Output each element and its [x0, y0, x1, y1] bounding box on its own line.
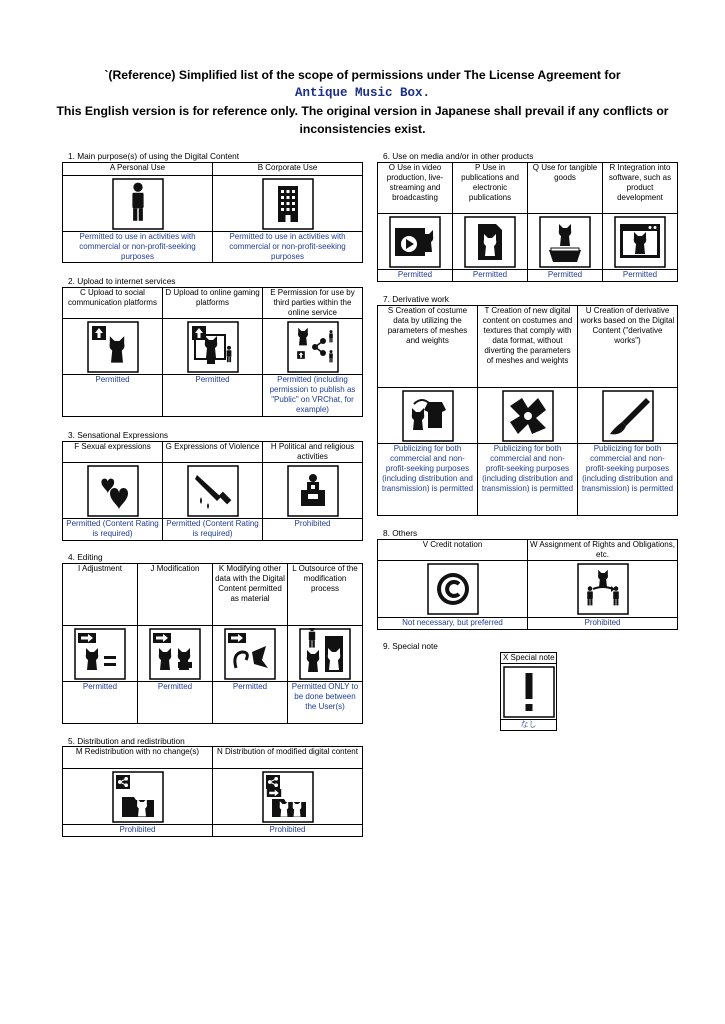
main-purpose-table [62, 162, 363, 263]
social-upload-icon [63, 319, 163, 375]
product-name: Antique Music Box. [294, 86, 431, 100]
costume-header: S Creation of costume data by utilizing the parameters of meshes and weights [378, 306, 478, 388]
third-party-permission: Permitted (including permission to publish as "Public" on VRChat, for example) [263, 375, 363, 417]
video-icon [378, 214, 453, 270]
header-line-3: This English version is for reference only. The original version in Japanese shall prevail if any conflicts or [56, 104, 669, 118]
adjustment-icon [63, 626, 138, 682]
distribution-table [62, 746, 363, 837]
credit-notation-permission: Not necessary, but preferred [378, 618, 528, 630]
violence-header: G Expressions of Violence [163, 442, 263, 463]
editing-table [62, 563, 363, 724]
section-2-title: 2. Upload to internet services [68, 276, 176, 286]
redistribution-permission: Prohibited [63, 825, 213, 837]
upload-table [62, 287, 363, 417]
hearts-icon [63, 463, 163, 519]
sexual-expressions-header: F Sexual expressions [63, 442, 163, 463]
building-icon [213, 176, 363, 232]
section-4-title: 4. Editing [68, 552, 103, 562]
header-line-1: `(Reference) Simplified list of the scope of permissions under The License Agreement for [104, 68, 621, 82]
tangible-goods-header: Q Use for tangible goods [528, 163, 603, 214]
distribution-modified-icon [213, 769, 363, 825]
header-line-4: inconsistencies exist. [299, 122, 426, 136]
special-note-value: なし [501, 720, 557, 731]
redistribution-header: M Redistribution with no change(s) [63, 747, 213, 769]
gaming-upload-header: D Upload to online gaming platforms [163, 288, 263, 319]
special-note-header: X Special note [501, 653, 557, 664]
exclamation-icon [501, 664, 557, 720]
section-1-title: 1. Main purpose(s) of using the Digital Content [68, 151, 240, 161]
personal-use-permission: Permitted to use in activities with commercial or non-profit-seeking purposes [63, 232, 213, 263]
costume-icon [378, 388, 478, 444]
political-religious-header: H Political and religious activities [263, 442, 363, 463]
modification-permission: Permitted [138, 682, 213, 724]
publication-header: P Use in publications and electronic publications [453, 163, 528, 214]
corporate-use-permission: Permitted to use in activities with commercial or non-profit-seeking purposes [213, 232, 363, 263]
modify-other-data-header: K Modifying other data with the Digital Content permitted as material [213, 564, 288, 626]
knife-icon [163, 463, 263, 519]
distribution-modified-header: N Distribution of modified digital content [213, 747, 363, 769]
costume-permission: Publicizing for both commercial and non-profit-seeking purposes (including distribution and transmission) is permitted [378, 444, 478, 516]
section-6-title: 6. Use on media and/or in other products [383, 151, 534, 161]
modification-icon [138, 626, 213, 682]
corporate-use-header: B Corporate Use [213, 163, 363, 176]
texture-header: T Creation of new digital content on costumes and textures that comply with data format, without diverting the parameters of meshes and weights [478, 306, 578, 388]
credit-notation-header: V Credit notation [378, 540, 528, 561]
derivative-header: U Creation of derivative works based on the Digital Content ("derivative works") [578, 306, 678, 388]
tangible-goods-icon [528, 214, 603, 270]
others-table [377, 539, 678, 630]
adjustment-permission: Permitted [63, 682, 138, 724]
section-9-title: 9. Special note [383, 641, 438, 651]
copyright-icon [378, 561, 528, 618]
video-permission: Permitted [378, 270, 453, 282]
third-party-share-icon [263, 319, 363, 375]
social-upload-header: C Upload to social communication platforms [63, 288, 163, 319]
section-7-title: 7. Derivative work [383, 294, 449, 304]
outsource-icon [288, 626, 363, 682]
section-3-title: 3. Sensational Expressions [68, 430, 169, 440]
tangible-goods-permission: Permitted [528, 270, 603, 282]
outsource-header: L Outsource of the modification process [288, 564, 363, 626]
sexual-expressions-permission: Permitted (Content Rating is required) [63, 519, 163, 541]
media-use-table [377, 162, 678, 282]
texture-icon [478, 388, 578, 444]
third-party-header: E Permission for use by third parties within the online service [263, 288, 363, 319]
political-religious-permission: Prohibited [263, 519, 363, 541]
distribution-modified-permission: Prohibited [213, 825, 363, 837]
sensational-table [62, 441, 363, 541]
violence-permission: Permitted (Content Rating is required) [163, 519, 263, 541]
personal-use-header: A Personal Use [63, 163, 213, 176]
person-icon [63, 176, 213, 232]
section-8-title: 8. Others [383, 528, 418, 538]
gaming-upload-permission: Permitted [163, 375, 263, 417]
modification-header: J Modification [138, 564, 213, 626]
adjustment-header: I Adjustment [63, 564, 138, 626]
modify-other-data-icon [213, 626, 288, 682]
brush-icon [578, 388, 678, 444]
video-header: O Use in video production, live-streaming and broadcasting [378, 163, 453, 214]
modify-other-data-permission: Permitted [213, 682, 288, 724]
texture-permission: Publicizing for both commercial and non-profit-seeking purposes (including distribution and transmission) is permitted [478, 444, 578, 516]
outsource-permission: Permitted ONLY to be done between the User(s) [288, 682, 363, 724]
software-permission: Permitted [603, 270, 678, 282]
software-header: R Integration into software, such as product development [603, 163, 678, 214]
publication-icon [453, 214, 528, 270]
section-5-title: 5. Distribution and redistribution [68, 736, 185, 746]
derivative-permission: Publicizing for both commercial and non-profit-seeking purposes (including distribution and transmission) is permitted [578, 444, 678, 516]
rights-assignment-header: W Assignment of Rights and Obligations, etc. [528, 540, 678, 561]
derivative-work-table [377, 305, 678, 516]
social-upload-permission: Permitted [63, 375, 163, 417]
special-note-table [500, 652, 557, 731]
software-icon [603, 214, 678, 270]
redistribution-icon [63, 769, 213, 825]
gaming-upload-icon [163, 319, 263, 375]
podium-icon [263, 463, 363, 519]
publication-permission: Permitted [453, 270, 528, 282]
rights-assignment-permission: Prohibited [528, 618, 678, 630]
rights-assignment-icon [528, 561, 678, 618]
